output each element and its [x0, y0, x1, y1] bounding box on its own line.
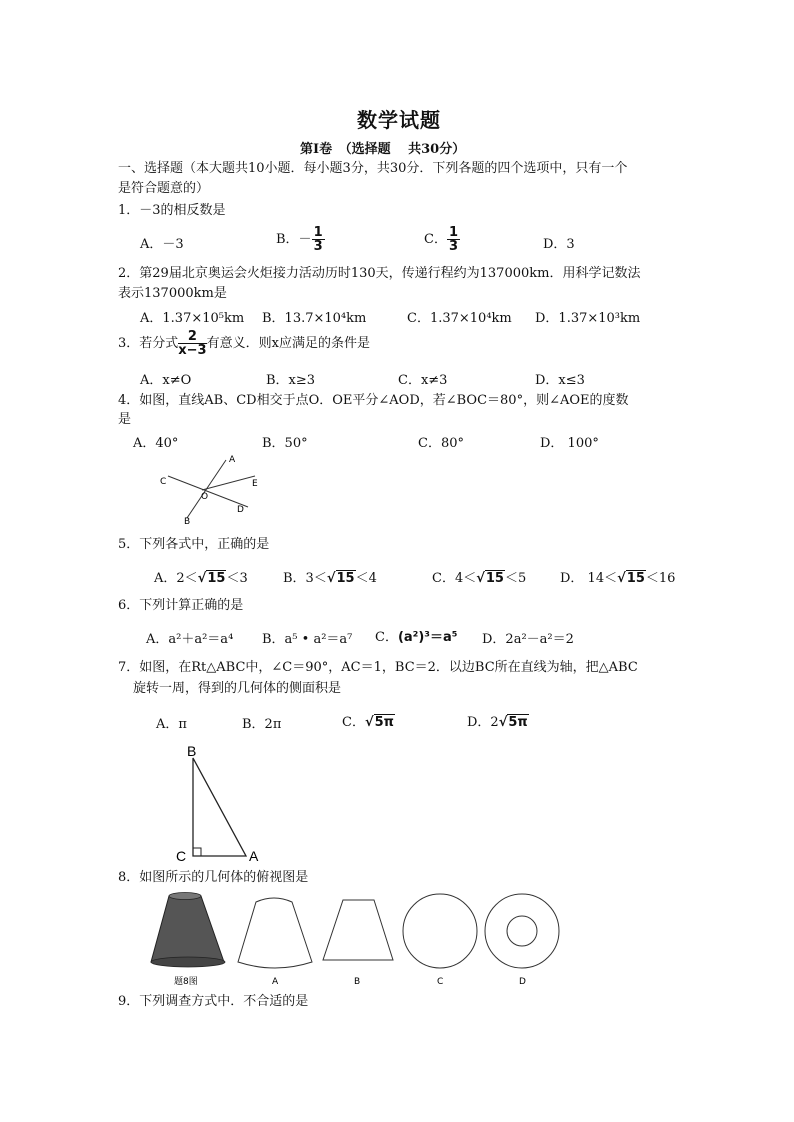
q7-option-c: C．√5π	[342, 715, 394, 730]
label-o: O	[201, 492, 209, 502]
q8-figures	[148, 888, 568, 988]
q5-option-d: D． 14＜√15＜16	[560, 571, 676, 586]
q3-option-d: D．x≤3	[535, 373, 585, 388]
q2-option-a: A．1.37×10⁵km	[140, 311, 245, 326]
label-b: B	[184, 517, 191, 527]
q1-option-c: C． $\frac{1}{3}$	[424, 225, 458, 254]
q4-option-c: C．80°	[418, 436, 464, 451]
option-c-shape	[403, 894, 477, 968]
triangle-abc	[193, 758, 246, 856]
q6-option-d: D．2a²－a²＝2	[482, 632, 574, 647]
q1-stem: 1．－3的相反数是	[118, 203, 226, 218]
q7-stem-line1: 7．如图，在Rt△ABC中，∠C＝90°，AC＝1，BC＝2．以边BC所在直线为轴，把△ABC	[118, 660, 638, 675]
q2-stem-line2: 表示137000km是	[118, 286, 227, 301]
q5-option-c: C．4＜√15＜5	[432, 571, 527, 586]
q4-lines-figure	[150, 450, 270, 528]
caption-d: D	[519, 977, 526, 987]
q7-stem-line2: 旋转一周，得到的几何体的侧面积是	[133, 681, 342, 696]
right-angle-mark	[193, 848, 201, 856]
q3-option-c: C．x≠3	[398, 373, 448, 388]
option-d-shape	[485, 894, 559, 968]
q3-option-b: B．x≥3	[266, 373, 316, 388]
section-heading: 一、选择题（本大题共10小题．每小题3分，共30分．下列各题的四个选项中，只有一个	[118, 161, 628, 176]
option-b-shape	[323, 900, 393, 960]
q2-option-d: D．1.37×10³km	[535, 311, 641, 326]
q2-stem-line1: 2．第29届北京奥运会火炬接力活动历时130天，传递行程约为137000km．用科学记数法	[118, 266, 641, 281]
q1-option-d: D．3	[543, 237, 575, 252]
q4-option-b: B．50°	[262, 436, 308, 451]
q4-option-a: A．40°	[133, 436, 179, 451]
caption-b: B	[354, 977, 361, 987]
q7-option-d: D．2√5π	[467, 715, 528, 730]
q6-option-c: C．(a²)³＝a⁵	[375, 630, 458, 645]
q3-stem: 3．若分式 $\frac{2}{x-3}$ 有意义．则x应满足的条件是	[118, 329, 370, 358]
q4-stem-line1: 4．如图，直线AB、CD相交于点O．OE平分∠AOD，若∠BOC＝80°，则∠AOE的度数	[118, 393, 629, 408]
caption-a: A	[272, 977, 279, 987]
option-a-shape	[238, 898, 312, 968]
part-heading: 第Ⅰ卷 （选择题 共30分）	[300, 142, 466, 157]
frustum-solid	[151, 893, 225, 968]
q8-stem: 8．如图所示的几何体的俯视图是	[118, 870, 309, 885]
q9-stem: 9．下列调查方式中．不合适的是	[118, 994, 309, 1009]
q7-option-b: B．2π	[242, 717, 282, 732]
q2-option-c: C．1.37×10⁴km	[407, 311, 512, 326]
label-d: D	[237, 505, 244, 515]
q6-option-b: B．a⁵ • a²＝a⁷	[262, 632, 353, 647]
section-heading-cont: 是符合题意的）	[118, 181, 210, 196]
label-c: C	[176, 848, 187, 864]
label-b: B	[187, 743, 197, 759]
q4-option-d: D． 100°	[540, 436, 599, 451]
q2-option-b: B．13.7×10⁴km	[262, 311, 367, 326]
q7-option-a: A．π	[156, 717, 187, 732]
label-c: C	[160, 477, 167, 487]
q5-stem: 5．下列各式中，正确的是	[118, 537, 270, 552]
q1-option-a: A．－3	[140, 237, 184, 252]
label-e: E	[252, 479, 258, 489]
q5-option-a: A．2＜√15＜3	[154, 571, 248, 586]
label-a: A	[229, 455, 236, 465]
q6-stem: 6．下列计算正确的是	[118, 598, 244, 613]
q7-triangle-figure	[170, 742, 270, 864]
caption-main: 题8图	[174, 977, 198, 987]
q3-option-a: A．x≠O	[140, 373, 192, 388]
caption-c: C	[437, 977, 444, 987]
q6-option-a: A．a²＋a²＝a⁴	[146, 632, 234, 647]
label-a: A	[249, 848, 259, 864]
page-title: 数学试题	[357, 108, 441, 132]
q4-stem-line2: 是	[118, 412, 132, 427]
q5-option-b: B．3＜√15＜4	[283, 571, 377, 586]
q1-option-b: B．－ $\frac{1}{3}$	[276, 225, 323, 254]
